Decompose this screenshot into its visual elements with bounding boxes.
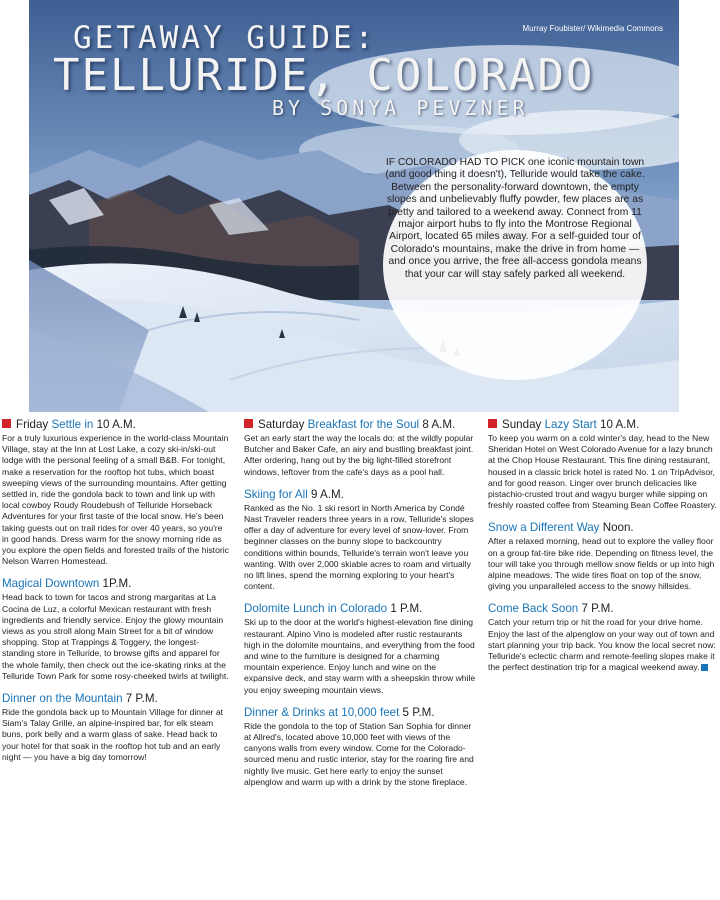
section-friday-dinner bbox=[2, 692, 230, 763]
section-time: 10 A.M. bbox=[600, 418, 640, 431]
section-name: Skiing for All bbox=[244, 487, 308, 501]
section-heading bbox=[244, 706, 476, 720]
section-body: Ranked as the No. 1 ski resort in North America by Condé Nast Traveler readers three years in a row, Telluride's slopes offer a day of adventure for every level of snow-lover. From beginner classes on the bunny slope to backcountry conditions within bounds, Telluride's terrain won't leave you wanting. With over 2,000 skiable acres to roam and virtually no lift lines, spend the morning exploring to your heart's content. bbox=[244, 502, 474, 592]
section-body-text: Catch your return trip or hit the road for your drive home. Enjoy the last of the alpenglow on your way out of town and start planning your trip back. You know the local secret now: Telluride's eclectic charm and remote-feeling slopes make it the perfect destination trip for a magical weekend away. bbox=[488, 617, 716, 673]
day-label: Sunday bbox=[502, 418, 542, 431]
section-saturday-breakfast bbox=[244, 418, 476, 478]
page-title: TELLURIDE, COLORADO bbox=[53, 50, 595, 101]
section-heading bbox=[488, 602, 718, 616]
section-time: 1 P.M. bbox=[390, 602, 423, 616]
section-sunday-come-back bbox=[488, 602, 718, 673]
section-name: Magical Downtown bbox=[2, 577, 100, 591]
section-heading bbox=[2, 577, 230, 591]
byline: BY SONYA PEVZNER bbox=[272, 96, 529, 120]
section-body: For a truly luxurious experience in the world-class Mountain Village, stay at the Inn at Lost Lake, a cozy ski-in/ski-out lodge with the personal feeling of a small B&B. For tonight, make a reservation for the rooftop hot tubs, which boast sweeping views of the surrounding mountains. After getting settled in, ride the gondola back to town and link up with local cowboy Roudy Roudebush of Telluride Horseback Adventures for your first taste of the local snow. He's been taking guests out on trail rides for over 40 years, so you're in good hands. Dress warm for the snowy morning ride as you explore the open fields and forested trails of the historic Nelson Warren Homestead. bbox=[2, 433, 229, 567]
intro-body: one iconic mountain town (and good thing it doesn't), Telluride would take the cake. Between the personality-forward downtown, the empty slopes and unbelievably fluffy powder, few places are as pretty and tailored to a weekend away. Connect from 11 major airport hubs to fly into the Montrose Regional Airport, located 65 miles away. For a self-guided tour of Colorado's mountains, make the drive in from home — and once you arrive, the free all-access gondola means that your car will stay safely parked all weekend. bbox=[385, 157, 645, 280]
section-name: Come Back Soon bbox=[488, 602, 579, 616]
section-body bbox=[488, 617, 718, 673]
red-square-icon bbox=[244, 419, 253, 428]
section-saturday-dinner bbox=[244, 706, 476, 788]
section-name: Dinner on the Mountain bbox=[2, 692, 123, 706]
section-name: Dinner & Drinks at 10,000 feet bbox=[244, 705, 400, 719]
section-time: 7 P.M. bbox=[125, 692, 158, 706]
section-body: Ride the gondola to the top of Station San Sophia for dinner at Allred's, located above 10,000 feet with views of the canyons walls from every window. Come for the Colorado-sourced menu and rustic interior, stay for the roaring fire and nightly live music. Get here early to enjoy the sunset alpenglow and warm up with a drink by the stone fireplace. bbox=[244, 720, 474, 787]
section-heading bbox=[488, 521, 718, 535]
section-time: 10 A.M. bbox=[96, 418, 136, 431]
section-name: Dolomite Lunch in Colorado bbox=[244, 602, 388, 616]
section-saturday-skiing bbox=[244, 488, 476, 593]
section-body: Get an early start the way the locals do: at the wildly popular Butcher and Baker Cafe, an airy and bustling breakfast joint. After ordering, hang out by the big light-filled storefront windows, leftover from the cafe's days as a pool hall. bbox=[244, 433, 474, 477]
day-label: Friday bbox=[16, 418, 49, 431]
section-time: 5 P.M. bbox=[402, 705, 435, 719]
section-heading bbox=[488, 418, 718, 432]
section-saturday-lunch bbox=[244, 602, 476, 695]
section-name: Breakfast for the Soul bbox=[307, 418, 420, 431]
section-name: Lazy Start bbox=[544, 418, 597, 431]
section-body: Head back to town for tacos and strong margaritas at La Cocina de Luz, a colorful Mexican restaurant with fresh ingredients and friendly service. Enjoy the glowy mountain views as you stroll along Main Street for a bit of window shopping. Stop at Trappings & Toggery, the longest-standing store in Telluride, to browse gifts and apparel for the whole family, then check out the ice-skating rinks at the Telluride Town Park for some rosy-cheeked twirls at twilight. bbox=[2, 592, 229, 681]
section-time: 1P.M. bbox=[102, 577, 132, 591]
section-name: Settle in bbox=[51, 418, 94, 431]
end-mark-icon bbox=[701, 664, 708, 671]
section-time: Noon. bbox=[602, 521, 634, 535]
section-heading bbox=[2, 692, 230, 706]
section-friday-settle-in bbox=[2, 418, 230, 567]
section-sunday-lazy-start bbox=[488, 418, 718, 511]
column-sunday bbox=[488, 418, 718, 683]
section-sunday-snow bbox=[488, 521, 718, 592]
section-time: 8 A.M. bbox=[422, 418, 456, 431]
section-name: Snow a Different Way bbox=[488, 521, 600, 535]
section-heading bbox=[244, 602, 476, 616]
section-time: 7 P.M. bbox=[581, 602, 614, 616]
column-saturday bbox=[244, 418, 476, 798]
section-heading bbox=[244, 418, 476, 432]
section-friday-magical-downtown bbox=[2, 577, 230, 682]
red-square-icon bbox=[2, 419, 11, 428]
section-body: To keep you warm on a cold winter's day, head to the New Sheridan Hotel on West Colorado Avenue for a lazy brunch at the Chop House Restaurant. This fine dining restaurant, housed in a classic brick hotel is rated No. 1 on TripAdvisor, and for good reason. Linger over brunch delicacies like pistachio-crusted trout and wagyu burger while sipping on freshly roasted coffee from Steaming Bean Coffee Roastery. bbox=[488, 433, 717, 511]
intro-lead: IF COLORADO HAD TO PICK bbox=[385, 157, 526, 168]
section-time: 9 A.M. bbox=[311, 487, 344, 501]
kicker-title: GETAWAY GUIDE: bbox=[73, 20, 377, 56]
day-label: Saturday bbox=[258, 418, 305, 431]
section-body: Ski up to the door at the world's highest-elevation fine dining restaurant. Alpino Vino is modeled after rustic restaurants high in the dolomite mountains, and everything from the food and wine to the furniture is designed for a charming mountain experience. Enjoy lunch and wine on the expansive deck, and stay warm with a sheepskin throw while you enjoy sweeping mountain views. bbox=[244, 617, 476, 695]
section-body: After a relaxed morning, head out to explore the valley floor on a group fat-tire bike ride. Depending on fitness level, the tour will take you through mellow snow fields or up into high alpine meadows. The wide tires float on top of the snow, giving you unparalleled access to the snowy hillsides. bbox=[488, 536, 715, 592]
column-friday bbox=[2, 418, 230, 773]
red-square-icon bbox=[488, 419, 497, 428]
section-heading bbox=[2, 418, 230, 432]
section-body: Ride the gondola back up to Mountain Village for dinner at Siam's Talay Grille, an alpine-inspired bar, for elk steam buns, pork belly and a warm glass of sake. Head back to your hotel for that soak in the rooftop hot tub and an early night — you have a big day tomorrow! bbox=[2, 707, 224, 762]
photo-credit: Murray Foubister/ Wikimedia Commons bbox=[522, 24, 663, 33]
section-heading bbox=[244, 488, 476, 502]
intro-text bbox=[383, 157, 647, 281]
